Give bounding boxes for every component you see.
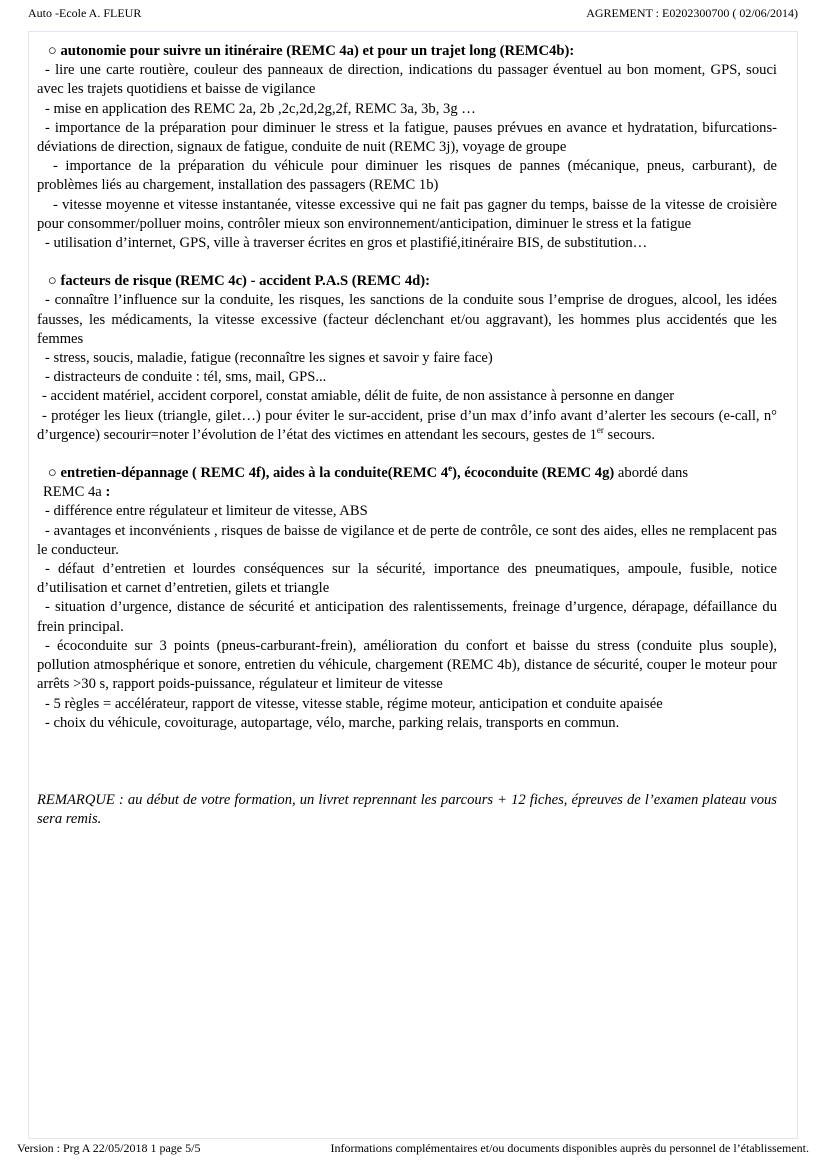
remark-note: REMARQUE : au début de votre formation, un livret reprennant les parcours + 12 fiches, épreuves de l’examen plateau vous sera remis. bbox=[37, 791, 777, 828]
list-item: - importance de la préparation pour diminuer le stress et la fatigue, pauses prévues en avance et hydratation, bifurcations- déviations de direction, signaux de fatigue, conduite de nuit (REMC 3j), voyage de groupe bbox=[37, 119, 777, 156]
section-subline: REMC 4a : bbox=[43, 484, 111, 501]
list-item: - situation d’urgence, distance de sécurité et anticipation des ralentissements, freinage d’urgence, dérapage, défaillance du frein principal. bbox=[37, 599, 777, 635]
footer-info: Informations complémentaires et/ou documents disponibles auprès du personnel de l’établissement. bbox=[330, 1141, 809, 1155]
list-item: - protéger les lieux (triangle, gilet…) pour éviter le sur-accident, prise d’un max d’info avant d’alerter les secours (e-call, n° d’urgence) secourir=noter l’évolution de l’état des victimes en attendant les secours, gestes de 1er secours. bbox=[37, 407, 777, 443]
list-item: - lire une carte routière, couleur des panneaux de direction, indications du passager éventuel au bon moment, GPS, souci avec les trajets quotidiens et baisse de vigilance bbox=[37, 62, 777, 98]
document-body bbox=[37, 42, 777, 829]
section-heading-facteurs-risque bbox=[37, 272, 777, 291]
list-item: - 5 règles = accélérateur, rapport de vitesse, vitesse stable, régime moteur, anticipation et conduite apaisée bbox=[45, 695, 663, 712]
list-item: - avantages et inconvénients , risques de baisse de vigilance et de perte de contrôle, ce sont des aides, elles ne remplacent pas le conducteur. bbox=[37, 522, 777, 558]
list-item: - connaître l’influence sur la conduite, les risques, les sanctions de la conduite sous l’emprise de drogues, alcool, les idées fausses, les médicaments, la vitesse excessive (facteur déclenchant et/ou aggravant), les hommes plus accidentés que les femmes bbox=[37, 292, 777, 347]
list-item: - vitesse moyenne et vitesse instantanée, vitesse excessive qui ne fait pas gagner du temps, baisse de la vitesse de croisière pour consommer/polluer moins, contrôler mieux son environnement/anticipation, diminuer le stress et la fatigue bbox=[37, 196, 777, 232]
section-title-tail: abordé dans bbox=[614, 465, 689, 482]
circle-bullet-icon: ○ bbox=[48, 43, 57, 59]
list-item: - écoconduite sur 3 points (pneus-carburant-frein), amélioration du confort et baisse du stress (conduite plus souple), pollution atmosphérique et sonore, entretien du véhicule, chargement (REMC 4b), distance de sécurité, couper le moteur pour arrêts >30 s, rapport poids-puissance, régulateur et limiteur de vitesse bbox=[37, 637, 777, 693]
section-heading-autonomie bbox=[37, 42, 777, 61]
list-item: - accident matériel, accident corporel, constat amiable, délit de fuite, de non assistance à personne en danger bbox=[42, 388, 675, 405]
section-heading-entretien bbox=[37, 464, 777, 483]
list-item: - utilisation d’internet, GPS, ville à traverser écrites en gros et plastifié,itinéraire BIS, de substitution… bbox=[45, 235, 648, 252]
list-item: - distracteurs de conduite : tél, sms, mail, GPS... bbox=[45, 369, 327, 386]
section-title: entretien-dépannage ( REMC 4f), aides à la conduite(REMC 4e), écoconduite (REMC 4g) bbox=[60, 463, 615, 482]
list-item: - importance de la préparation du véhicule pour diminuer les risques de pannes (mécanique, pneus, carburant), de problèmes liés au chargement, installation des passagers (REMC 1b) bbox=[37, 158, 777, 194]
header-school-name: Auto -Ecole A. FLEUR bbox=[28, 6, 142, 20]
circle-bullet-icon: ○ bbox=[48, 273, 57, 290]
list-item: - différence entre régulateur et limiteur de vitesse, ABS bbox=[45, 503, 368, 520]
footer-version: Version : Prg A 22/05/2018 1 page 5/5 bbox=[17, 1141, 201, 1155]
list-item: - mise en application des REMC 2a, 2b ,2c,2d,2g,2f, REMC 3a, 3b, 3g … bbox=[45, 100, 476, 117]
circle-bullet-icon: ○ bbox=[48, 465, 57, 482]
header-agreement: AGREMENT : E0202300700 ( 02/06/2014) bbox=[586, 6, 798, 20]
list-item: - stress, soucis, maladie, fatigue (reconnaître les signes et savoir y faire face) bbox=[45, 350, 493, 367]
list-item: - défaut d’entretien et lourdes conséquences sur la sécurité, importance des pneumatiques, ampoule, fusible, notice d’utilisation et carnet d’entretien, gilets et triangle bbox=[37, 561, 777, 597]
section-title: autonomie pour suivre un itinéraire (REMC 4a) et pour un trajet long (REMC4b): bbox=[60, 43, 575, 59]
section-title: facteurs de risque (REMC 4c) - accident P.A.S (REMC 4d): bbox=[60, 273, 431, 290]
list-item: - choix du véhicule, covoiturage, autopartage, vélo, marche, parking relais, transports en commun. bbox=[45, 714, 620, 731]
